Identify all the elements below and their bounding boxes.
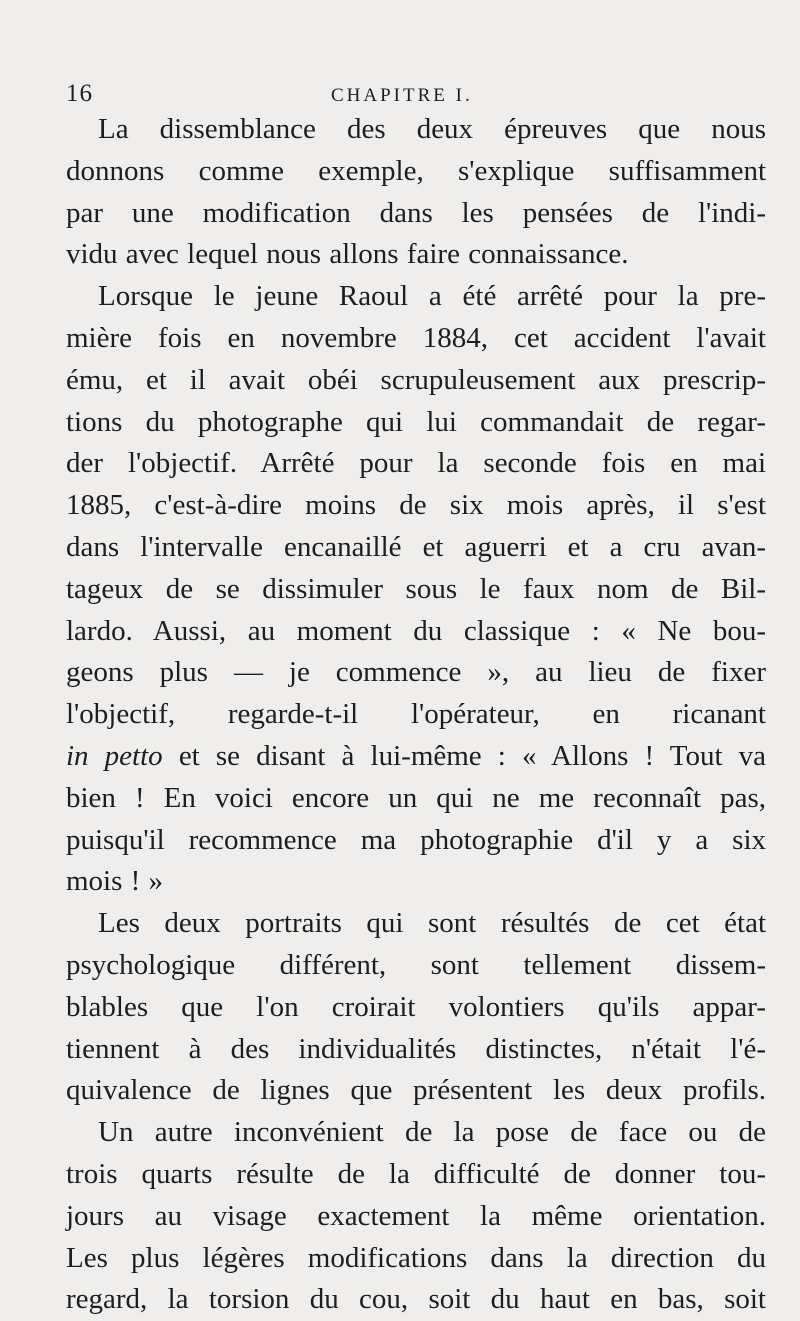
text-line: tiennent à des individualités distinctes, n'était l'é- bbox=[66, 1032, 766, 1065]
text-line: tions du photographe qui lui commandait de regar- bbox=[66, 405, 766, 438]
text-line: Lorsque le jeune Raoul a été arrêté pour la pre- bbox=[98, 280, 766, 313]
text-line: quivalence de lignes que présentent les deux profils. bbox=[66, 1074, 766, 1107]
text-line: der l'objectif. Arrêté pour la seconde fois en mai bbox=[66, 447, 766, 480]
text-line: vidu avec lequel nous allons faire connaissance. bbox=[66, 238, 629, 271]
text-line: geons plus — je commence », au lieu de fixer bbox=[66, 656, 766, 689]
text-line: La dissemblance des deux épreuves que nous bbox=[98, 113, 766, 145]
page-header bbox=[66, 80, 766, 110]
body-text bbox=[66, 109, 766, 1321]
text-line-rest: et se disant à lui-même : « Allons ! Tout va bbox=[178, 739, 766, 772]
text-line: blables que l'on croirait volontiers qu'ils appar- bbox=[66, 990, 766, 1023]
text-line: lardo. Aussi, au moment du classique : « Ne bou- bbox=[66, 614, 766, 647]
text-line: psychologique différent, sont tellement dissem- bbox=[66, 948, 766, 981]
text-line: Les deux portraits qui sont résultés de cet état bbox=[98, 907, 766, 940]
text-line: par une modification dans les pensées de l'indi- bbox=[66, 196, 766, 229]
page-number: 16 bbox=[66, 80, 93, 107]
text-line: donnons comme exemple, s'explique suffisamment bbox=[66, 154, 766, 187]
text-line: bien ! En voici encore un qui ne me reconnaît pas, bbox=[66, 781, 766, 814]
text-line bbox=[66, 736, 766, 778]
text-line: ému, et il avait obéi scrupuleusement aux prescrip- bbox=[66, 363, 766, 396]
text-line: 1885, c'est-à-dire moins de six mois après, il s'est bbox=[66, 489, 766, 522]
text-line: regard, la torsion du cou, soit du haut en bas, soit bbox=[66, 1283, 766, 1316]
text-line: l'objectif, regarde-t-il l'opérateur, en ricanant bbox=[66, 698, 766, 731]
running-title: CHAPITRE I. bbox=[331, 85, 473, 106]
text-line: dans l'intervalle encanaillé et aguerri et a cru avan- bbox=[66, 530, 766, 563]
italic-phrase: in petto bbox=[66, 739, 163, 772]
text-line: Les plus légères modifications dans la direction du bbox=[66, 1241, 766, 1274]
text-line: mière fois en novembre 1884, cet accident l'avait bbox=[66, 321, 766, 354]
text-line: jours au visage exactement la même orientation. bbox=[66, 1199, 766, 1232]
text-line: trois quarts résulte de la difficulté de donner tou- bbox=[66, 1157, 766, 1190]
text-line: mois ! » bbox=[66, 865, 164, 898]
text-line: Un autre inconvénient de la pose de face ou de bbox=[98, 1116, 766, 1149]
text-line: tageux de se dissimuler sous le faux nom de Bil- bbox=[66, 572, 766, 605]
text-line: puisqu'il recommence ma photographie d'il y a six bbox=[66, 823, 766, 856]
